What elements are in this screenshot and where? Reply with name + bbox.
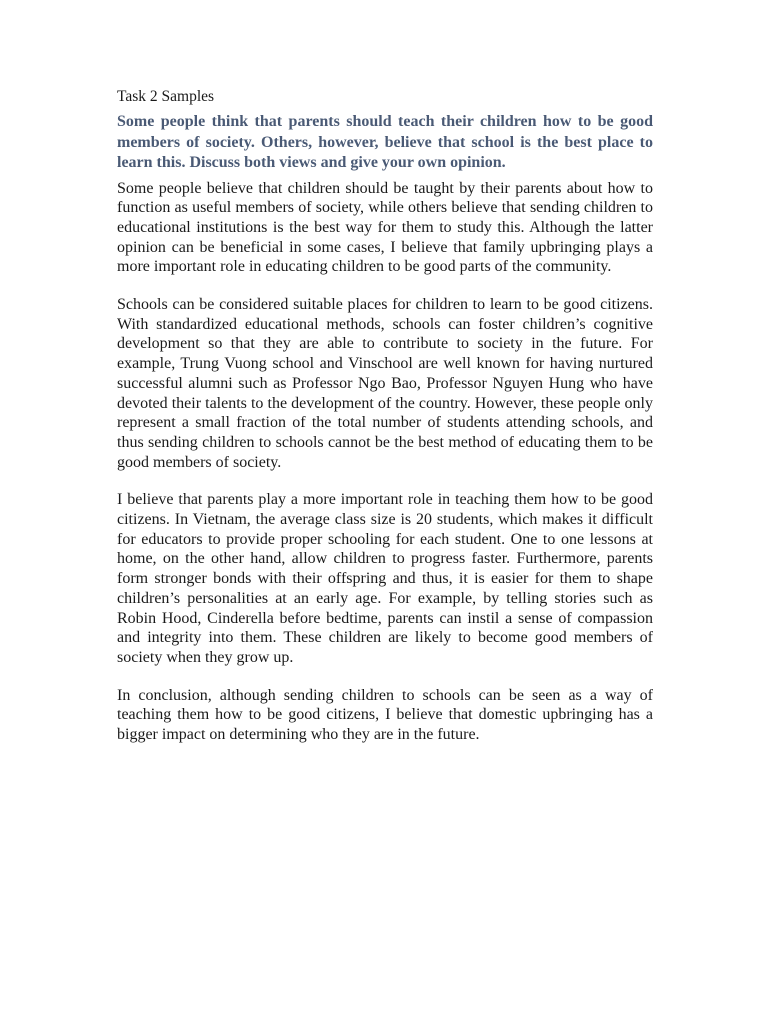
document-heading: Task 2 Samples	[117, 88, 215, 105]
essay-paragraph-intro: Some people believe that children should be taught by their parents about how to function as useful members of society, while others believe that sending children to educational institutions is the best way for them to study this. Although the latter opinion can be beneficial in some cases, I believe that family upbringing plays a more important role in educating children to be good parts of the community.	[117, 179, 653, 276]
essay-paragraph-schools: Schools can be considered suitable places for children to learn to be good citizens. With standardized educational methods, schools can foster children’s cognitive development so that they are able to contribute to society in the future. For example, Trung Vuong school and Vinschool are well known for having nurtured successful alumni such as Professor Ngo Bao, Professor Nguyen Hung who have devoted their talents to the development of the country. However, these people only represent a small fraction of the total number of students attending schools, and thus sending children to schools cannot be the best method of educating them to be good members of society.	[117, 296, 653, 471]
document-page	[117, 86, 653, 763]
essay-paragraph-conclusion: In conclusion, although sending children to schools can be seen as a way of teaching them how to be good citizens, I believe that domestic upbringing has a bigger impact on determining who they are in the future.	[117, 686, 653, 744]
essay-prompt: Some people think that parents should teach their children how to be good members of society. Others, however, believe that school is the best place to learn this. Discuss both views and give your own opinion.	[117, 113, 653, 171]
essay-paragraph-parents: I believe that parents play a more important role in teaching them how to be good citizens. In Vietnam, the average class size is 20 students, which makes it difficult for educators to provide proper schooling for each student. One to one lessons at home, on the other hand, allow children to progress faster. Furthermore, parents form stronger bonds with their offspring and thus, it is easier for them to shape children’s personalities at an early age. For example, by telling stories such as Robin Hood, Cinderella before bedtime, parents can instil a sense of compassion and integrity into them. These children are likely to become good members of society when they grow up.	[117, 491, 653, 666]
